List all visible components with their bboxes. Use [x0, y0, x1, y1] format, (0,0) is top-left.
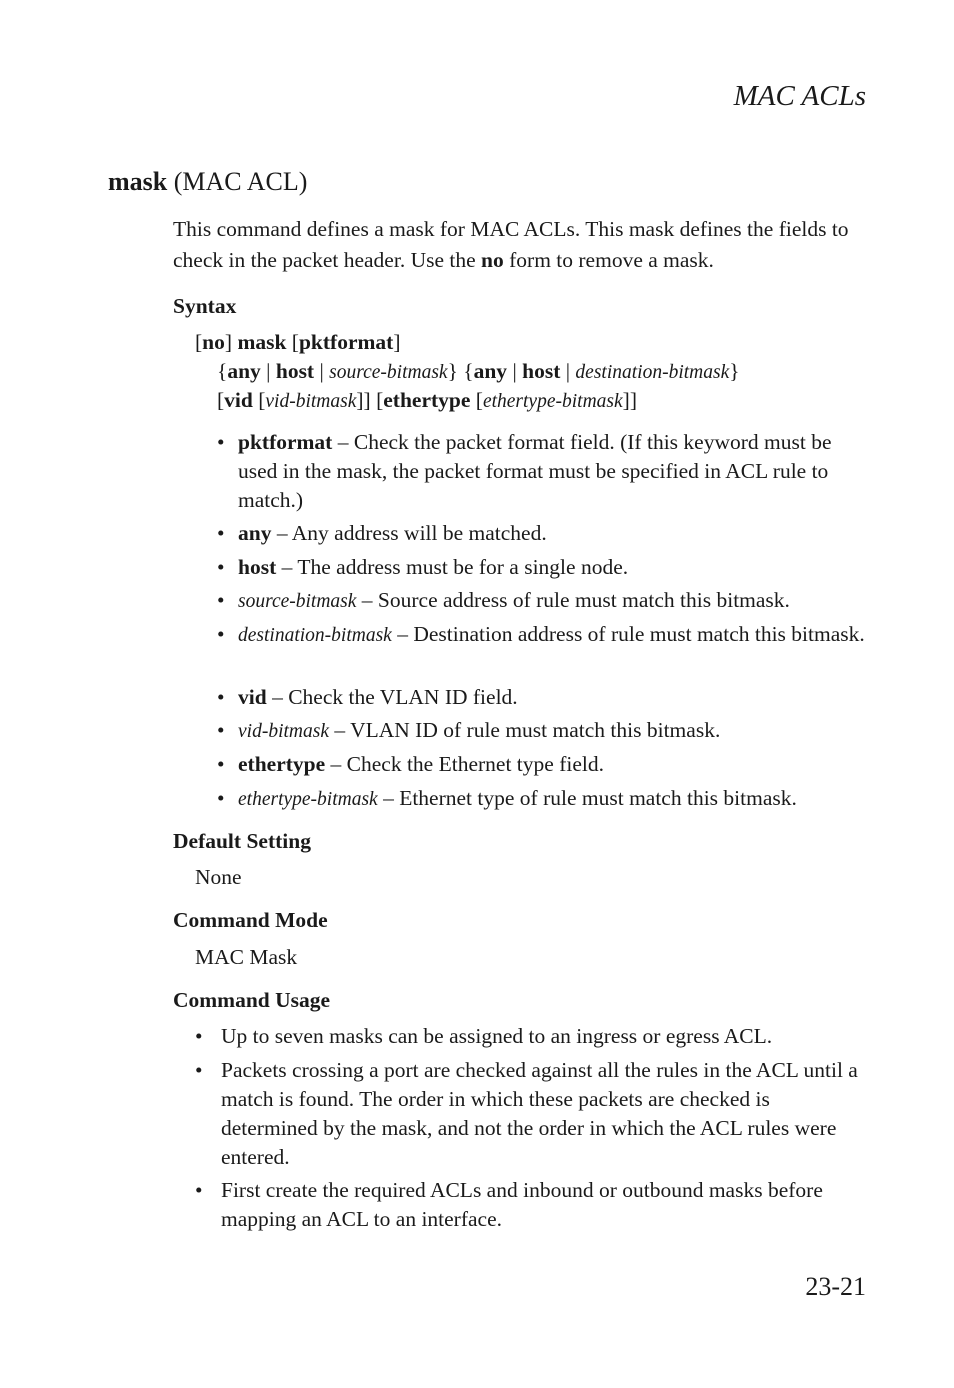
- usage-text: First create the required ACLs and inbound or outbound masks before mapping an ACL to an interface.: [221, 1178, 823, 1231]
- param-desc: – Check the packet format field. (If this keyword must be used in the mask, the packet format must be specified in ACL rule to match.): [238, 430, 832, 512]
- bracket: ]: [224, 330, 238, 354]
- param-text: [238, 716, 868, 746]
- bracket: [: [286, 330, 299, 354]
- bracket: [: [252, 388, 266, 412]
- separator: |: [260, 359, 276, 383]
- syntax-keyword-any: any: [473, 359, 508, 383]
- syntax-keyword-any: any: [227, 359, 261, 383]
- bullet-icon: •: [217, 752, 225, 776]
- syntax-keyword-mask: mask: [237, 330, 287, 354]
- bracket: ]] [: [356, 388, 384, 412]
- syntax-keyword-host: host: [275, 359, 315, 383]
- bullet-icon: •: [217, 718, 225, 742]
- intro-paragraph: [173, 214, 863, 276]
- syntax-keyword-no: no: [202, 330, 225, 354]
- param-term: vid: [238, 685, 267, 709]
- bracket: ]]: [622, 388, 637, 412]
- param-desc: – Source address of rule must match this bitmask.: [356, 588, 790, 612]
- page-number: 23-21: [805, 1272, 866, 1301]
- command-mode-value: MAC Mask: [195, 945, 298, 969]
- param-text: [238, 784, 868, 814]
- bracket: [: [470, 388, 483, 412]
- param-term: destination-bitmask: [238, 625, 392, 646]
- command-usage-heading: Command Usage: [173, 988, 331, 1012]
- param-text: [238, 519, 868, 548]
- syntax-keyword-ethertype: ethertype: [383, 388, 471, 412]
- syntax-keyword-pktformat: pktformat: [298, 330, 394, 354]
- syntax-param-destination-bitmask: destination-bitmask: [575, 362, 730, 383]
- syntax-param-source-bitmask: source-bitmask: [329, 362, 448, 383]
- syntax-line-3: [217, 386, 637, 416]
- bullet-icon: •: [217, 622, 225, 646]
- param-desc: – Check the Ethernet type field.: [325, 752, 604, 776]
- param-term: pktformat: [238, 430, 333, 454]
- syntax-param-vid-bitmask: vid-bitmask: [265, 391, 357, 412]
- default-setting-heading: Default Setting: [173, 829, 311, 853]
- param-term: any: [238, 521, 272, 545]
- bullet-icon: •: [217, 430, 225, 454]
- section-title-rest: (MAC ACL): [167, 167, 308, 196]
- intro-text-1: This command defines a mask for MAC ACLs. This mask defines the fields to check in the packet header. Use the: [173, 217, 849, 272]
- running-header: MAC ACLs: [733, 80, 866, 112]
- bracket: [: [195, 330, 203, 354]
- bullet-icon: •: [195, 1178, 203, 1202]
- section-title-keyword: mask: [108, 167, 168, 196]
- param-term: ethertype-bitmask: [238, 789, 378, 810]
- usage-text: Up to seven masks can be assigned to an ingress or egress ACL.: [221, 1024, 773, 1048]
- intro-keyword-no: no: [481, 248, 504, 272]
- param-desc: – Ethernet type of rule must match this bitmask.: [377, 786, 797, 810]
- param-term: source-bitmask: [238, 591, 357, 612]
- param-term: host: [238, 555, 277, 579]
- param-text: [238, 553, 868, 582]
- bullet-icon: •: [217, 588, 225, 612]
- syntax-heading: Syntax: [173, 294, 237, 318]
- bullet-icon: •: [217, 786, 225, 810]
- param-desc: – The address must be for a single node.: [276, 555, 629, 579]
- bullet-icon: •: [195, 1058, 203, 1082]
- intro-text-2: form to remove a mask.: [503, 248, 714, 272]
- brace: }: [729, 359, 740, 383]
- section-title: [108, 167, 307, 197]
- param-text: [238, 428, 868, 515]
- param-text: [238, 620, 868, 650]
- bracket: [: [217, 388, 225, 412]
- separator: |: [560, 359, 576, 383]
- bullet-icon: •: [217, 555, 225, 579]
- param-term: vid-bitmask: [238, 721, 329, 742]
- syntax-line-2: [217, 357, 740, 387]
- param-desc: – Check the VLAN ID field.: [266, 685, 518, 709]
- usage-text: Packets crossing a port are checked against all the rules in the ACL until a match is found. The order in which these packets are checked is determined by the mask, and not the order in which the ACL rules were entered.: [221, 1058, 858, 1169]
- syntax-keyword-vid: vid: [224, 388, 253, 412]
- syntax-param-ethertype-bitmask: ethertype-bitmask: [482, 391, 623, 412]
- param-desc: – Any address will be matched.: [271, 521, 547, 545]
- syntax-keyword-host: host: [522, 359, 561, 383]
- param-text: [238, 750, 868, 779]
- bracket: ]: [393, 330, 401, 354]
- command-mode-heading: Command Mode: [173, 908, 328, 932]
- param-desc: – Destination address of rule must match this bitmask.: [391, 622, 865, 646]
- brace: } {: [447, 359, 474, 383]
- param-term: ethertype: [238, 752, 326, 776]
- separator: |: [507, 359, 523, 383]
- bullet-icon: •: [195, 1024, 203, 1048]
- param-desc: – VLAN ID of rule must match this bitmask.: [328, 718, 721, 742]
- default-setting-value: None: [195, 865, 242, 889]
- bullet-icon: •: [217, 685, 225, 709]
- param-text: [238, 683, 868, 712]
- separator: |: [314, 359, 330, 383]
- bullet-icon: •: [217, 521, 225, 545]
- syntax-line-1: [195, 328, 401, 357]
- param-text: [238, 586, 868, 616]
- brace: {: [217, 359, 228, 383]
